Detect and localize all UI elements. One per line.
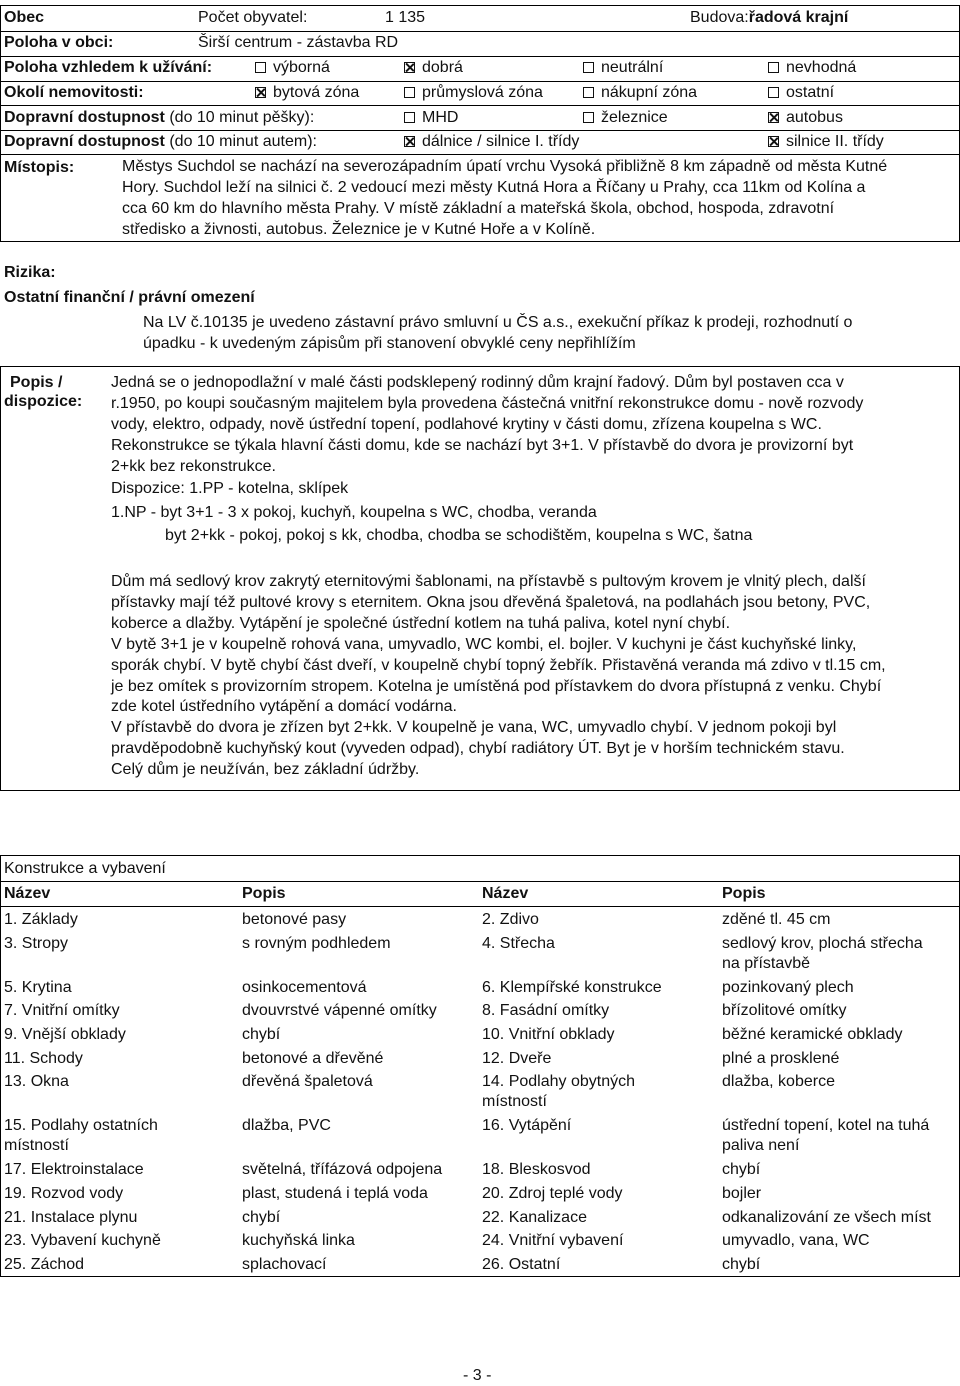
table-cell — [722, 1208, 931, 1228]
rule — [0, 81, 960, 82]
cell-line: místností — [4, 1137, 69, 1154]
cell-line: bojler — [722, 1185, 762, 1202]
table-cell — [4, 1025, 126, 1045]
table-cell — [4, 934, 68, 954]
cell-line: běžné keramické obklady — [722, 1026, 903, 1043]
text-line: je bez omítek s provizorním stropem. Kotelna je umístěná pod přístavkem do dvora přístupná z venku. Chybí — [111, 677, 882, 695]
option-excellent — [255, 58, 330, 78]
cell-line: 15. Podlahy ostatních — [4, 1117, 158, 1134]
table-cell — [482, 978, 662, 998]
table-cell — [482, 1049, 551, 1069]
option-label: průmyslová zóna — [422, 84, 543, 101]
option-railway — [583, 108, 668, 128]
walk-access-label — [4, 108, 314, 128]
table-cell — [482, 1072, 635, 1112]
mistopis-text — [122, 157, 887, 241]
description-label-2: dispozice: — [4, 393, 83, 410]
cell-line: 24. Vnitřní vybavení — [482, 1232, 624, 1249]
mistopis-label: Místopis: — [4, 159, 75, 176]
cell-line: 22. Kanalizace — [482, 1209, 587, 1226]
option-label: nevhodná — [786, 59, 857, 76]
checkbox-checked-icon — [255, 87, 266, 98]
text-line: sporák chybí. V bytě chybí část dveří, v koupelně chybí topný žebřík. Přistavěná veranda má zdivo v tl.15 cm, — [111, 656, 886, 674]
checkbox-icon — [404, 87, 415, 98]
table-cell — [242, 1025, 280, 1045]
cell-line: 23. Vybavení kuchyně — [4, 1232, 161, 1249]
cell-line: místností — [482, 1093, 547, 1110]
checkbox-icon — [768, 62, 779, 73]
table-cell — [482, 934, 555, 954]
table-cell — [482, 1025, 615, 1045]
label-bold: Dopravní dostupnost — [4, 109, 165, 126]
table-cell — [242, 1001, 437, 1021]
cell-line: 3. Stropy — [4, 935, 69, 952]
rule — [0, 855, 960, 856]
table-cell — [4, 1184, 123, 1204]
table-cell — [722, 1025, 903, 1045]
cell-line: 4. Střecha — [482, 935, 555, 952]
rule — [0, 5, 1, 241]
rule — [0, 1276, 960, 1277]
option-shopping-zone — [583, 83, 697, 103]
text-line: zde kotel ústředního vytápění a domácí vodárna. — [111, 698, 457, 716]
cell-line: 2. Zdivo — [482, 911, 539, 928]
table-cell — [482, 1160, 591, 1180]
cell-line: umyvadlo, vana, WC — [722, 1232, 870, 1249]
rule — [0, 790, 960, 791]
cell-line: 7. Vnitřní omítky — [4, 1002, 120, 1019]
option-label: dobrá — [422, 59, 463, 76]
cell-line: 18. Bleskosvod — [482, 1161, 591, 1178]
rule — [0, 154, 960, 155]
table-cell — [4, 1001, 120, 1021]
table-cell — [242, 934, 391, 954]
rule — [0, 366, 1, 790]
description-text — [111, 373, 863, 478]
table-cell — [242, 1160, 442, 1180]
cell-line: světelná, třífázová odpojena — [242, 1161, 443, 1178]
cell-line: sedlový krov, plochá střecha — [722, 935, 923, 952]
cell-line: chybí — [242, 1026, 281, 1043]
table-cell — [4, 1208, 137, 1228]
description-text-2 — [111, 572, 886, 781]
text-line: Jedná se o jednopodlažní v malé části podsklepený rodinný dům krajní řadový. Dům byl postaven cca v — [111, 374, 844, 391]
table-cell — [722, 1231, 870, 1251]
table-cell — [482, 1001, 609, 1021]
cell-line: břízolitové omítky — [722, 1002, 847, 1019]
text-line: Hory. Suchdol leží na silnici č. 2 vedoucí mezi městy Kutná Hora a Říčany u Prahy, cca 11km od Kolína a — [122, 178, 866, 196]
table-cell — [4, 910, 78, 930]
option-label: dálnice / silnice I. třídy — [422, 133, 580, 150]
building-value: řadová krajní — [748, 9, 849, 26]
checkbox-icon — [583, 112, 594, 123]
rule — [0, 5, 960, 6]
cell-line: betonové pasy — [242, 911, 347, 928]
text-line: V přístavbě do dvora je zřízen byt 2+kk. V koupelně je vana, WC, umyvadlo chybí. V jednom pokoji byl — [111, 719, 837, 737]
cell-line: 13. Okna — [4, 1073, 69, 1090]
cell-line: 19. Rozvod vody — [4, 1185, 124, 1202]
text-line: Dům má sedlový krov zakrytý eternitovými šablonami, na přístavbě s pultovým krovem je vlnitý plech, další — [111, 573, 866, 590]
cell-line: 11. Schody — [4, 1050, 83, 1067]
table-cell — [722, 1160, 760, 1180]
col-header: Název — [482, 885, 529, 902]
population-value: 1 135 — [385, 9, 426, 26]
checkbox-icon — [583, 62, 594, 73]
checkbox-checked-icon — [404, 62, 415, 73]
table-cell — [242, 1116, 331, 1136]
text-line: 2+kk bez rekonstrukce. — [111, 457, 276, 475]
legal-limits-label: Ostatní finanční / právní omezení — [4, 289, 255, 306]
cell-line: 16. Vytápění — [482, 1117, 572, 1134]
table-cell — [482, 1231, 623, 1251]
rule — [0, 241, 960, 242]
table-cell — [242, 1208, 280, 1228]
rule — [0, 130, 960, 131]
table-cell — [722, 1116, 929, 1156]
cell-line: 5. Krytina — [4, 979, 72, 996]
option-bus — [768, 108, 843, 128]
cell-line: ústřední topení, kotel na tuhá — [722, 1117, 930, 1134]
cell-line: plné a prosklené — [722, 1050, 840, 1067]
option-neutral — [583, 58, 663, 78]
table-cell — [4, 1160, 144, 1180]
cell-line: 8. Fasádní omítky — [482, 1002, 610, 1019]
text-line: r.1950, po koupi současným majitelem byla provedena částečná vnitřní rekonstrukce domu - nově rozvody — [111, 394, 864, 412]
building-type — [690, 8, 848, 28]
np-line: 1.NP - byt 3+1 - 3 x pokoj, kuchyň, koupelna s WC, chodba, veranda — [111, 504, 597, 521]
col-header: Popis — [242, 885, 286, 902]
option-road-class-2 — [768, 132, 884, 152]
table-cell — [482, 1255, 560, 1275]
cell-line: dlažba, koberce — [722, 1073, 835, 1090]
table-cell — [242, 1231, 355, 1251]
option-highway — [404, 132, 579, 152]
table-cell — [722, 978, 854, 998]
option-mhd — [404, 108, 458, 128]
location-label: Poloha v obci: — [4, 34, 114, 51]
cell-line: chybí — [722, 1161, 761, 1178]
rule — [0, 366, 960, 367]
cell-line: betonové a dřevěné — [242, 1050, 384, 1067]
option-label: silnice II. třídy — [786, 133, 884, 150]
table-cell — [482, 1116, 571, 1136]
byt-line: byt 2+kk - pokoj, pokoj s kk, chodba, chodba se schodištěm, koupelna s WC, šatna — [165, 527, 753, 544]
text-line: vody, elektro, odpady, nově ústřední topení, podlahové krytiny v části domu, zřízena koupelna s WC. — [111, 415, 822, 433]
option-good — [404, 58, 463, 78]
table-cell — [482, 1184, 623, 1204]
option-label: autobus — [786, 109, 843, 126]
option-label: ostatní — [786, 84, 835, 101]
text-line: pravděpodobně kuchyňský kout (vyveden odpad), chybí radiátory ÚT. Byt je v horším technickém stavu. — [111, 740, 845, 758]
table-cell — [242, 1184, 428, 1204]
checkbox-checked-icon — [768, 112, 779, 123]
col-header: Popis — [722, 885, 766, 902]
option-label: MHD — [422, 109, 459, 126]
building-label: Budova: — [690, 9, 749, 26]
text-line: Na LV č.10135 je uvedeno zástavní právo smluvní u ČS a.s., exekuční příkaz k prodeji, rozhodnutí o — [143, 314, 853, 331]
checkbox-checked-icon — [404, 136, 415, 147]
cell-line: 9. Vnější obklady — [4, 1026, 126, 1043]
table-cell — [4, 978, 72, 998]
table-cell — [722, 910, 831, 930]
cell-line: paliva není — [722, 1137, 800, 1154]
checkbox-icon — [404, 112, 415, 123]
table-cell — [242, 910, 346, 930]
obec-label: Obec — [4, 9, 45, 26]
location-value: Širší centrum - zástavba RD — [198, 34, 399, 51]
cell-line: 26. Ostatní — [482, 1256, 561, 1273]
cell-line: odkanalizování ze všech míst — [722, 1209, 931, 1226]
car-access-label — [4, 132, 317, 152]
rule — [0, 881, 960, 882]
cell-line: splachovací — [242, 1256, 327, 1273]
cell-line: dlažba, PVC — [242, 1117, 331, 1134]
cell-line: plast, studená i teplá voda — [242, 1185, 428, 1202]
cell-line: 17. Elektroinstalace — [4, 1161, 144, 1178]
table-cell — [722, 1072, 835, 1092]
cell-line: osinkocementová — [242, 979, 367, 996]
cell-line: zděné tl. 45 cm — [722, 911, 831, 928]
usage-position-label: Poloha vzhledem k užívání: — [4, 59, 213, 76]
option-label: neutrální — [601, 59, 664, 76]
option-residential-zone — [255, 83, 359, 103]
construction-title: Konstrukce a vybavení — [4, 860, 166, 877]
cell-line: 21. Instalace plynu — [4, 1209, 138, 1226]
page-number: - 3 - — [463, 1367, 492, 1384]
table-cell — [722, 934, 923, 974]
option-label: výborná — [273, 59, 330, 76]
cell-line: 20. Zdroj teplé vody — [482, 1185, 623, 1202]
cell-line: chybí — [242, 1209, 281, 1226]
cell-line: kuchyňská linka — [242, 1232, 355, 1249]
table-cell — [242, 1255, 327, 1275]
dispozice-line: Dispozice: 1.PP - kotelna, sklípek — [111, 480, 349, 497]
option-label: bytová zóna — [273, 84, 360, 101]
table-cell — [4, 1049, 83, 1069]
table-cell — [722, 1184, 761, 1204]
label-normal: (do 10 minut pěšky): — [164, 109, 315, 126]
text-line: středisko a živnosti, autobus. Železnice je v Kutné Hoře a v Kolíně. — [122, 220, 596, 238]
table-cell — [4, 1255, 84, 1275]
cell-line: 25. Záchod — [4, 1256, 85, 1273]
table-cell — [4, 1116, 158, 1156]
cell-line: 12. Dveře — [482, 1050, 552, 1067]
table-cell — [722, 1001, 846, 1021]
text-line: úpadku - k uvedeným zápisům při stanovení obvyklé ceny nepřihlížím — [143, 334, 636, 352]
option-label: nákupní zóna — [601, 84, 698, 101]
table-cell — [4, 1231, 161, 1251]
table-cell — [722, 1049, 839, 1069]
text-line: V bytě 3+1 je v koupelně rohová vana, umyvadlo, WC kombi, el. bojler. V kuchyni je část kuchyňské linky, — [111, 635, 857, 653]
checkbox-icon — [768, 87, 779, 98]
table-cell — [242, 1049, 383, 1069]
description-label-1: Popis / — [10, 374, 63, 391]
cell-line: 6. Klempířské konstrukce — [482, 979, 662, 996]
option-other-zone — [768, 83, 834, 103]
cell-line: 1. Základy — [4, 911, 78, 928]
checkbox-icon — [583, 87, 594, 98]
table-cell — [242, 1072, 373, 1092]
cell-line: 10. Vnitřní obklady — [482, 1026, 615, 1043]
col-header: Název — [4, 885, 51, 902]
text-line: cca 60 km do hlavního města Prahy. V místě základní a mateřská škola, obchod, hospoda, zdravotní — [122, 199, 835, 217]
cell-line: pozinkovaný plech — [722, 979, 854, 996]
rule — [0, 56, 960, 57]
cell-line: na přístavbě — [722, 955, 811, 972]
text-line: koberce a dlažby. Vytápění je společné ústřední kotlem na tuhá paliva, kotel nyní chybí. — [111, 614, 731, 632]
checkbox-checked-icon — [768, 136, 779, 147]
option-label: železnice — [601, 109, 668, 126]
rule — [0, 855, 1, 1276]
text-line: Rekonstrukce se týkala hlavní části domu, kde se nachází byt 3+1. V přístavbě do dvora je provizorní byt — [111, 436, 854, 454]
rule — [0, 105, 960, 106]
population-label: Počet obyvatel: — [198, 9, 308, 26]
rule — [0, 31, 960, 32]
text-line: Celý dům je neužíván, bez základní údržby. — [111, 761, 420, 779]
cell-line: dvouvrstvé vápenné omítky — [242, 1002, 437, 1019]
cell-line: dřevěná špaletová — [242, 1073, 373, 1090]
table-cell — [482, 1208, 587, 1228]
option-unsuitable — [768, 58, 856, 78]
checkbox-icon — [255, 62, 266, 73]
label-bold: Dopravní dostupnost — [4, 133, 165, 150]
text-line: přístavky mají též pultové krovy s eternitem. Okna jsou dřevěná špaletová, na podlahách jsou betony, PVC, — [111, 593, 871, 611]
label-normal: (do 10 minut autem): — [164, 133, 317, 150]
table-cell — [242, 978, 367, 998]
risks-label: Rizika: — [4, 264, 56, 281]
surroundings-label: Okolí nemovitosti: — [4, 84, 144, 101]
table-cell — [722, 1255, 760, 1275]
table-cell — [482, 910, 539, 930]
rule — [0, 906, 960, 907]
text-line: Městys Suchdol se nachází na severozápadním úpatí vrchu Vysoká přibližně 8 km západně od města Kutné — [122, 158, 888, 175]
table-cell — [4, 1072, 69, 1092]
cell-line: s rovným podhledem — [242, 935, 391, 952]
option-industrial-zone — [404, 83, 543, 103]
cell-line: chybí — [722, 1256, 761, 1273]
cell-line: 14. Podlahy obytných — [482, 1073, 635, 1090]
legal-limits-text — [143, 313, 852, 355]
